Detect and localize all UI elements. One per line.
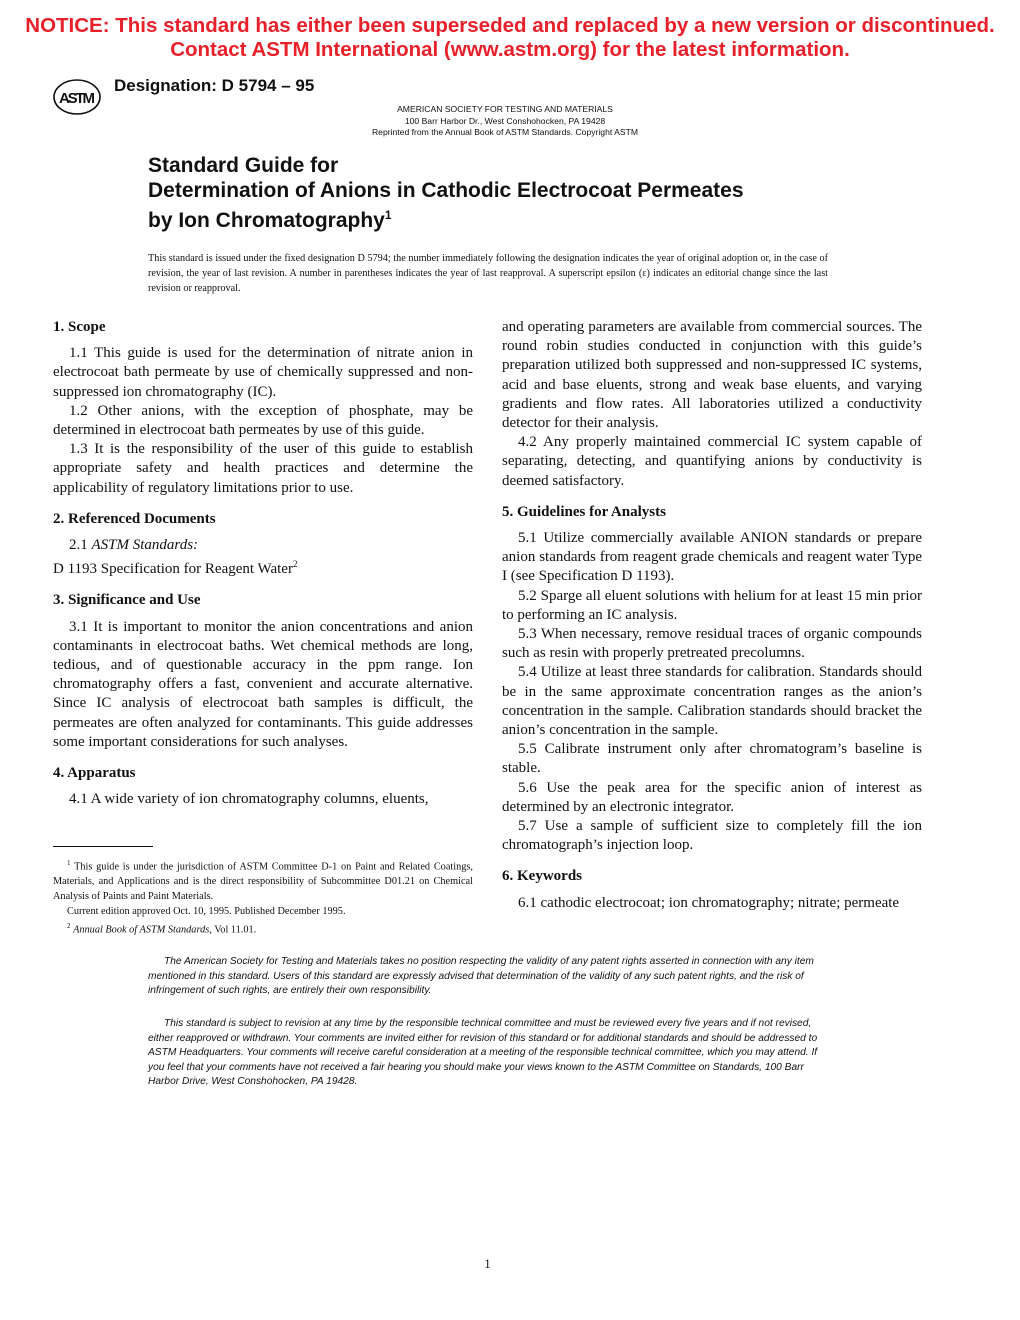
- paragraph-1-2: 1.2 Other anions, with the exception of phosphate, may be determined in electrocoat bath permeates by use of this guide.: [53, 402, 473, 439]
- footnote-2: $^2$ Annual Book of ASTM Standards, Vol 11.01.: [67, 922, 257, 936]
- paragraph-4-2: 4.2 Any properly maintained commercial IC system capable of separating, detecting, and quantifying anions by conductivity is deemed satisfactory.: [502, 434, 922, 489]
- reference-d1193: D 1193 Specification for Reagent Water$^2$: [53, 559, 298, 578]
- paragraph-4-1-continued: and operating parameters are available from commercial sources. The round robin studies conducted in conjunction with this guide’s preparation utilized both suppressed and non-suppressed IC systems, acid and base eluents, strong and weak base eluents, and varying gradients and flow rates. All laboratories utilized a conductivity detector for their analysis.: [502, 319, 922, 432]
- section-keywords-heading: 6. Keywords: [502, 868, 582, 885]
- paragraph-5-3: 5.3 When necessary, remove residual traces of organic compounds such as resin with properly pretreated precolumns.: [502, 626, 922, 662]
- section-significance-heading: 3. Significance and Use: [53, 592, 201, 609]
- paragraph-5-1: 5.1 Utilize commercially available ANION standards or prepare anion standards from reagent grade chemicals and reagent water Type I (see Specification D 1193).: [502, 530, 922, 585]
- paragraph-5-4: 5.4 Utilize at least three standards for calibration. Standards should be in the same approximate concentration ranges as the anion’s concentration in the sample. Calibration standards should bracket the anion’s concentration in the sample.: [502, 664, 922, 739]
- section-referenced-heading: 2. Referenced Documents: [53, 510, 216, 527]
- reprint-line: Reprinted from the Annual Book of ASTM Standards. Copyright ASTM: [371, 127, 639, 137]
- footnotes: [53, 856, 473, 938]
- title-footnote-ref[interactable]: 1: [384, 208, 392, 222]
- paragraph-5-7: 5.7 Use a sample of sufficient size to completely fill the ion chromatograph’s injection loop.: [502, 818, 922, 854]
- footnote-1-edition: Current edition approved Oct. 10, 1995. Published December 1995.: [67, 906, 346, 918]
- paragraph-5-5: 5.5 Calibrate instrument only after chromatogram’s baseline is stable.: [502, 741, 922, 777]
- section-apparatus-heading: 4. Apparatus: [53, 765, 136, 782]
- astm-logo: [52, 78, 102, 116]
- title-line-3: by Ion Chromatography$^1$: [148, 208, 392, 232]
- society-address: 100 Barr Harbor Dr., West Conshohocken, PA 19428: [404, 115, 606, 126]
- revision-disclaimer: This standard is subject to revision at any time by the responsible technical committee and must be reviewed every five years and if not revised, either reapproved or withdrawn. Your comments are invited either for revision of this standard or for additional standards and should be addressed to ASTM Headquarters. Your comments will receive careful consideration at a meeting of the responsible technical committee, which you may attend. If you feel that your comments have not received a fair hearing you should make your views known to the ASTM Committee on Standards, 100 Barr Harbor Drive, West Conshohocken, PA 19428.: [148, 1018, 818, 1087]
- notice-line-1: NOTICE: This standard has either been superseded and replaced by a new version or discontinued.: [25, 14, 995, 37]
- paragraph-5-6: 5.6 Use the peak area for the specific anion of interest as determined by an electronic integrator.: [502, 779, 922, 815]
- paragraph-5-2: 5.2 Sparge all eluent solutions with helium for at least 15 min prior to performing an IC analysis.: [502, 587, 922, 623]
- reference-footnote-ref[interactable]: 2: [292, 559, 298, 570]
- paragraph-1-3: 1.3 It is the responsibility of the user of this guide to establish appropriate safety and health practices and determine the applicability of regulatory limitations prior to use.: [53, 441, 473, 496]
- section-scope-heading: 1. Scope: [53, 319, 106, 335]
- page-number: 1: [484, 1256, 491, 1271]
- footnote-divider: [53, 846, 153, 847]
- paragraph-2-1: 2.1 ASTM Standards:: [69, 537, 199, 554]
- issue-statement: This standard is issued under the fixed designation D 5794; the number immediately following the designation indicates the year of original adoption or, in the case of revision, the year of last revision. A number in parentheses indicates the year of last reapproval. A superscript epsilon (ε) indicates an editorial change since the last revision or reapproval.: [148, 253, 828, 294]
- notice-banner: [0, 14, 1020, 62]
- document-title: [148, 153, 744, 233]
- paragraph-4-1-start: 4.1 A wide variety of ion chromatography columns, eluents,: [69, 791, 429, 808]
- paragraph-1-1: 1.1 This guide is used for the determination of nitrate anion in electrocoat bath permeate by use of chemically suppressed and non-suppressed ion chromatography (IC).: [53, 345, 473, 400]
- patent-disclaimer: The American Society for Testing and Materials takes no position respecting the validity of any patent rights asserted in connection with any item mentioned in this standard. Users of this standard are expressly advised that determination of the validity of any such patent rights, and the risk of infringement of such rights, are entirely their own responsibility.: [148, 956, 814, 996]
- title-line-1: Standard Guide for: [148, 154, 339, 177]
- society-header: [340, 104, 670, 139]
- footnote-1: $^1$ This guide is under the jurisdiction of ASTM Committee D-1 on Paint and Related Coatings, Materials, and Applications and is the direct responsibility of Subcommittee D01.21 on Chemical Analysis of Paints and Paint Materials.: [53, 859, 474, 903]
- left-column: [53, 318, 473, 809]
- designation: Designation: D 5794 – 95: [114, 76, 315, 95]
- paragraph-6-1: 6.1 cathodic electrocoat; ion chromatography; nitrate; permeate: [518, 894, 900, 911]
- right-column: [502, 318, 922, 913]
- notice-line-2: Contact ASTM International (www.astm.org) for the latest information.: [170, 38, 850, 61]
- society-name: AMERICAN SOCIETY FOR TESTING AND MATERIALS: [397, 104, 613, 114]
- title-line-2: Determination of Anions in Cathodic Electrocoat Permeates: [148, 179, 744, 202]
- logo-text: ASTM: [59, 90, 95, 107]
- paragraph-3-1: 3.1 It is important to monitor the anion concentrations and anion contaminants in electrocoat baths. Wet chemical methods are long, tedious, and of questionable accuracy in the ppm range. Ion chromatography offers a fast, convenient and accurate alternative. Since IC analysis of electrocoat bath samples is difficult, the permeates are often analyzed for contaminants. This guide addresses some important considerations for such analyses.: [53, 618, 473, 750]
- section-guidelines-heading: 5. Guidelines for Analysts: [502, 503, 666, 520]
